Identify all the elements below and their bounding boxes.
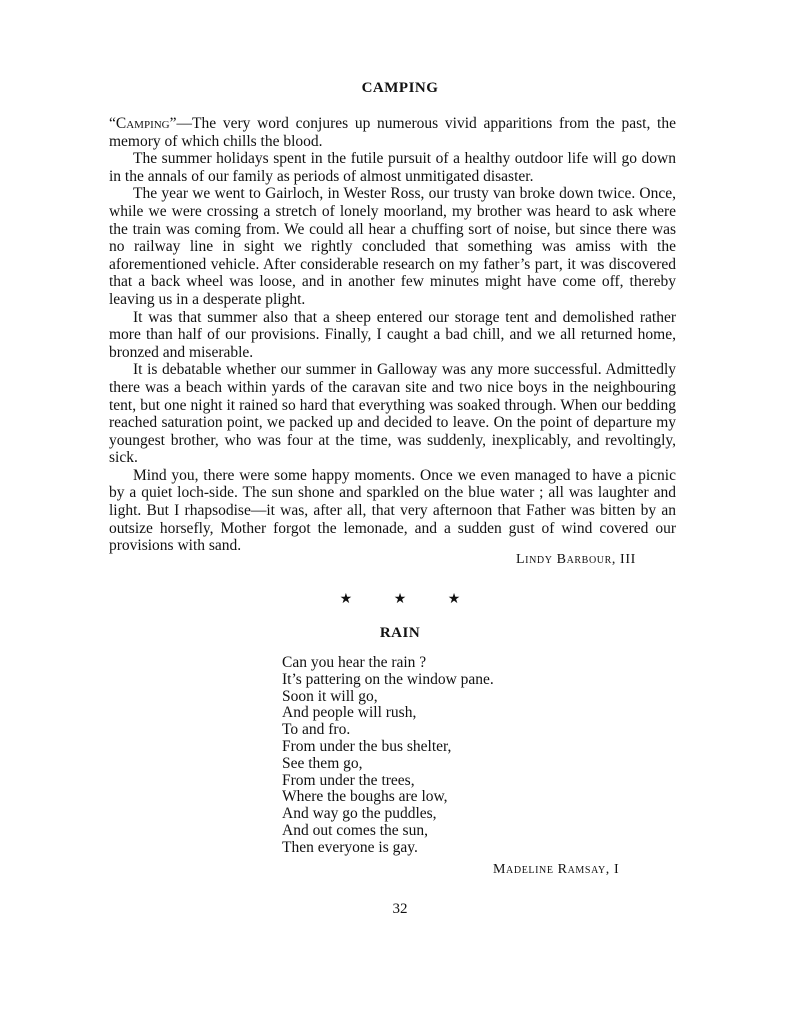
star-icon: ★ (393, 592, 407, 607)
article-title: CAMPING (361, 80, 439, 96)
star-icon: ★ (447, 592, 461, 607)
article-paragraph: Mind you, there were some happy moments. Once we even managed to have a picnic by a quiet loch-side. The sun shone and sparkled on the blue water ; all was laughter and light. But I rhapsodise—it was, after all, that very afternoon that Father was bitten by an outsize horsefly, Mother forgot the lemonade, and a sudden gust of wind covered our provisions with sand. (109, 466, 676, 555)
article-paragraph: The year we went to Gairloch, in Wester Ross, our trusty van broke down twice. Once, while we were crossing a stretch of lonely moorland, my brother was heard to ask where the train was coming from. We could all hear a chuffing sort of noise, but since there was no railway line in sight we rightly concluded that something was amiss with the aforementioned vehicle. After considerable research on my father’s part, it was discovered that a back wheel was loose, and in another few minutes might have come off, thereby leaving us in a desperate plight. (109, 185, 676, 308)
poem-title: RAIN (379, 625, 421, 641)
poem-line: And way go the puddles, (282, 805, 437, 823)
opening-word: Camping (115, 115, 170, 132)
poem-line: It’s pattering on the window pane. (282, 670, 494, 688)
poem-line: To and fro. (282, 721, 351, 739)
article-author: Lindy Barbour, III (516, 552, 636, 567)
poem-author: Madeline Ramsay, I (493, 862, 620, 877)
article-paragraph: It is debatable whether our summer in Galloway was any more successful. Admittedly there was a beach within yards of the caravan site and two nice boys in the neighbouring tent, but one night it rained so hard that everything was soaked through. When our bedding reached saturation point, we packed up and decided to leave. On the point of departure my youngest brother, who was four at the time, was suddenly, inexplicably, and revoltingly, sick. (109, 361, 676, 467)
poem-body (282, 655, 494, 857)
article-body (109, 115, 676, 555)
article-paragraph: The summer holidays spent in the futile pursuit of a healthy outdoor life will go down in the annals of our family as periods of almost unmitigated disaster. (109, 150, 676, 185)
section-separator (0, 591, 800, 608)
poem-line: From under the bus shelter, (282, 737, 452, 755)
paragraph-text: —The very word conjures up numerous vivid apparitions from the past, the memory of which chills the blood. (109, 115, 676, 150)
poem-line: Soon it will go, (282, 687, 378, 705)
poem-line: Then everyone is gay. (282, 838, 418, 856)
article-paragraph: “Camping”—The very word conjures up numerous vivid apparitions from the past, the memory of which chills the blood. (109, 115, 676, 150)
poem-line: And people will rush, (282, 704, 417, 722)
poem-line: And out comes the sun, (282, 821, 428, 839)
poem-line: Can you hear the rain ? (282, 654, 427, 671)
page-number: 32 (392, 901, 408, 917)
poem-line: See them go, (282, 754, 363, 772)
article-paragraph: It was that summer also that a sheep entered our storage tent and demolished rather more than half of our provisions. Finally, I caught a bad chill, and we all returned home, bronzed and miserable. (109, 308, 676, 361)
poem-line: From under the trees, (282, 771, 415, 789)
star-icon: ★ (339, 592, 353, 607)
poem-line: Where the boughs are low, (282, 788, 448, 806)
